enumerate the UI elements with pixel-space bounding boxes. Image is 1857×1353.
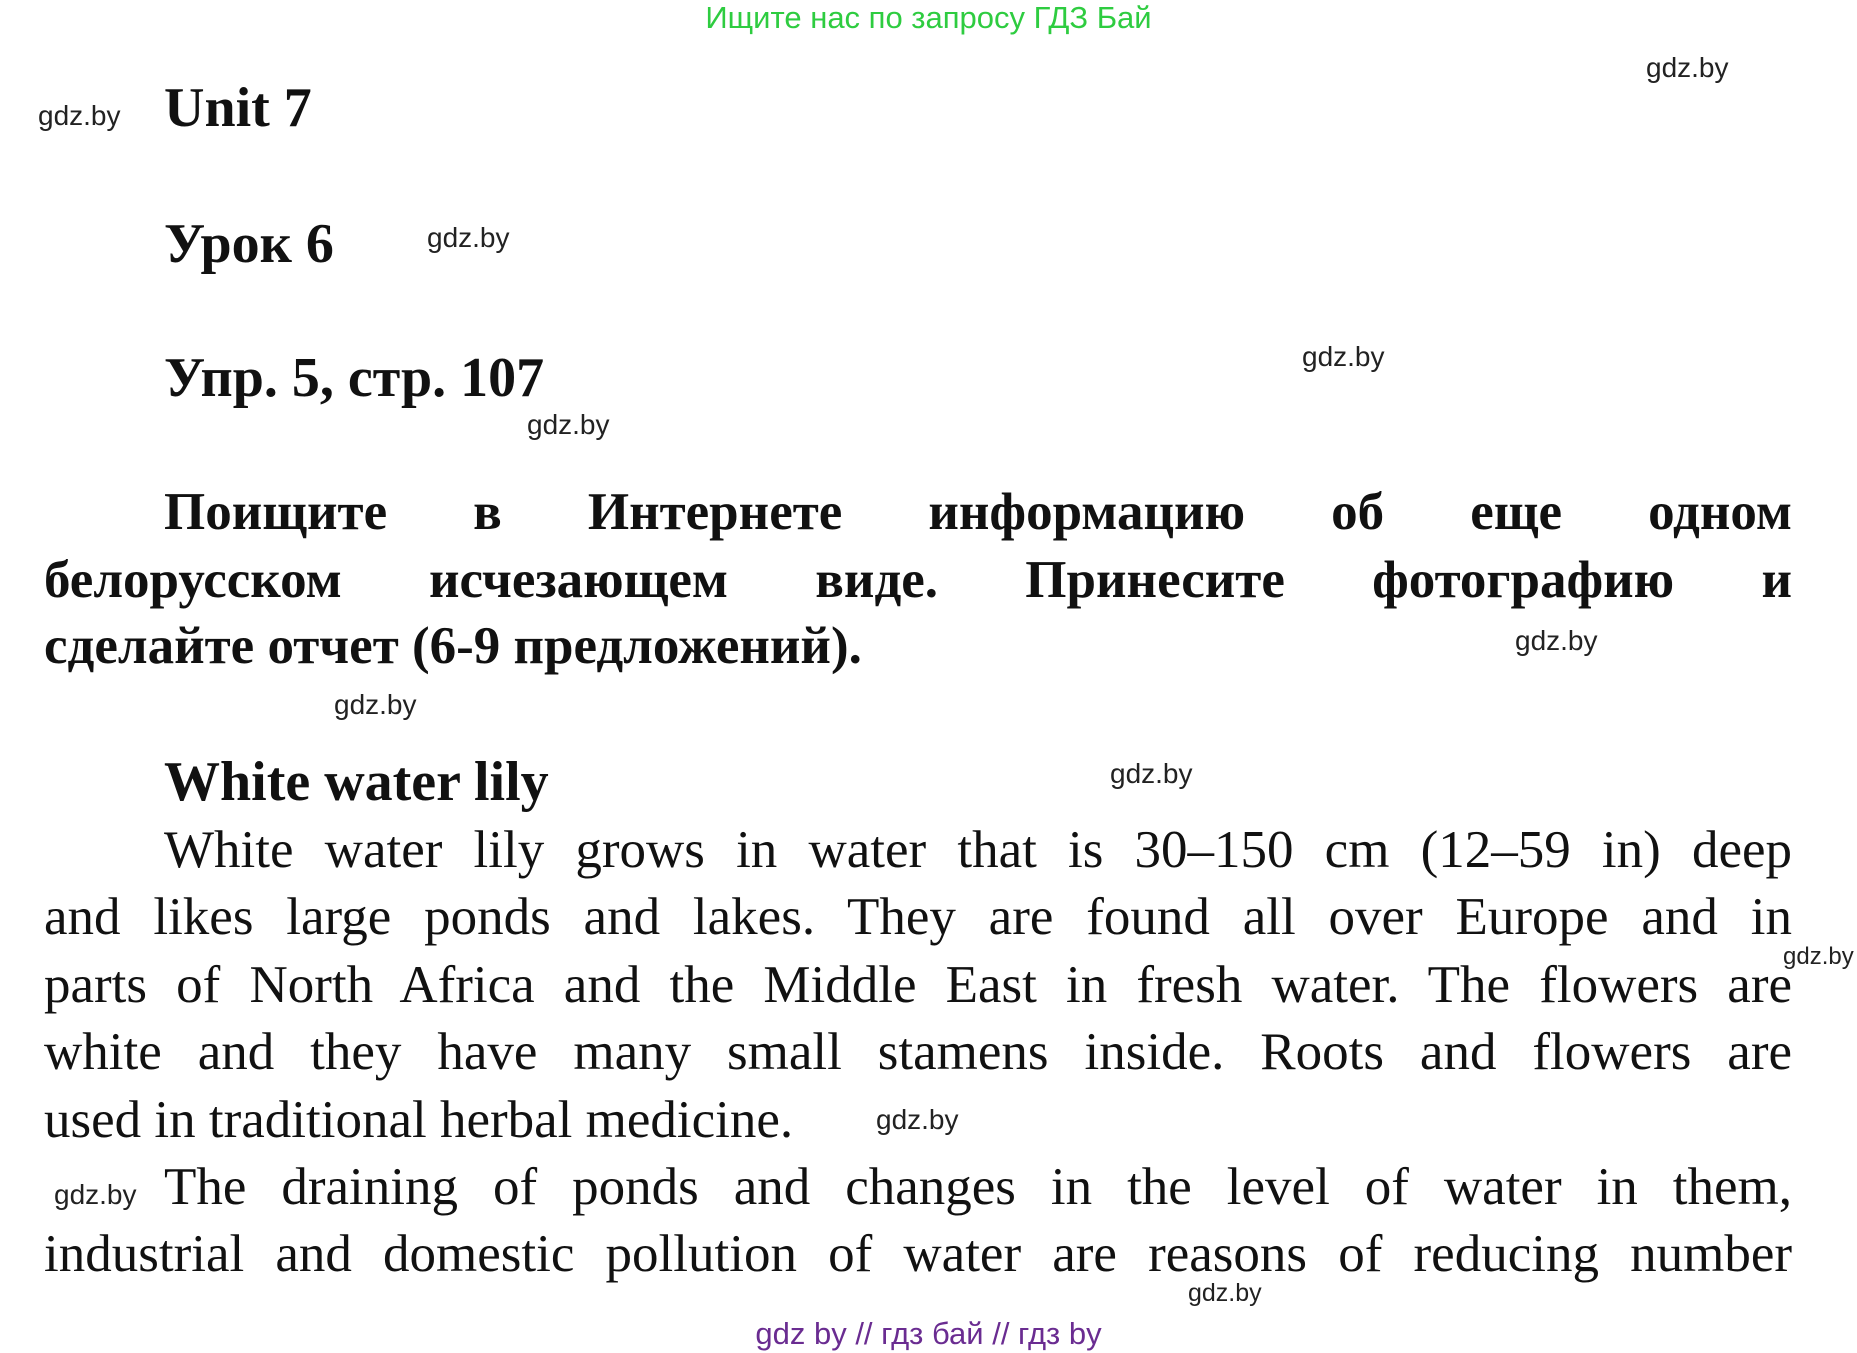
- watermark: gdz.by: [427, 222, 510, 253]
- watermark: gdz.by: [1188, 1279, 1262, 1307]
- unit-heading: Unit 7: [164, 77, 312, 139]
- watermark: gdz.by: [1646, 52, 1729, 83]
- watermark: gdz.by: [54, 1179, 137, 1210]
- answer-text-line: used in traditional herbal medicine.: [44, 1091, 794, 1149]
- watermark: gdz.by: [527, 409, 610, 440]
- answer-text-line: White water lily grows in water that is 30–150 cm (12–59 in) deep: [164, 821, 1792, 879]
- watermark: gdz.by: [1302, 341, 1385, 372]
- answer-title: White water lily: [164, 751, 549, 813]
- watermark: gdz.by: [876, 1104, 959, 1135]
- answer-text-line: parts of North Africa and the Middle East in fresh water. The flowers are: [44, 956, 1792, 1014]
- answer-text-line: industrial and domestic pollution of water are reasons of reducing number: [44, 1225, 1792, 1283]
- watermark: gdz.by: [1783, 943, 1854, 970]
- watermark: gdz.by: [1515, 625, 1598, 656]
- task-line: Поищите в Интернете информацию об еще одном: [164, 483, 1792, 541]
- footer-links[interactable]: gdz by // гдз бай // гдз by: [755, 1316, 1102, 1351]
- lesson-heading: Урок 6: [164, 213, 334, 275]
- task-line: белорусском исчезающем виде. Принесите фотографию и: [44, 551, 1792, 609]
- exercise-heading: Упр. 5, стр. 107: [164, 347, 545, 409]
- watermark: gdz.by: [1110, 758, 1193, 789]
- task-line: сделайте отчет (6-9 предложений).: [44, 617, 862, 675]
- answer-text-line: The draining of ponds and changes in the level of water in them,: [164, 1158, 1792, 1216]
- top-banner[interactable]: Ищите нас по запросу ГДЗ Бай: [705, 0, 1152, 35]
- answer-text-line: and likes large ponds and lakes. They are found all over Europe and in: [44, 888, 1792, 946]
- answer-text-line: white and they have many small stamens inside. Roots and flowers are: [44, 1023, 1792, 1081]
- watermark: gdz.by: [38, 100, 121, 131]
- watermark: gdz.by: [334, 689, 417, 720]
